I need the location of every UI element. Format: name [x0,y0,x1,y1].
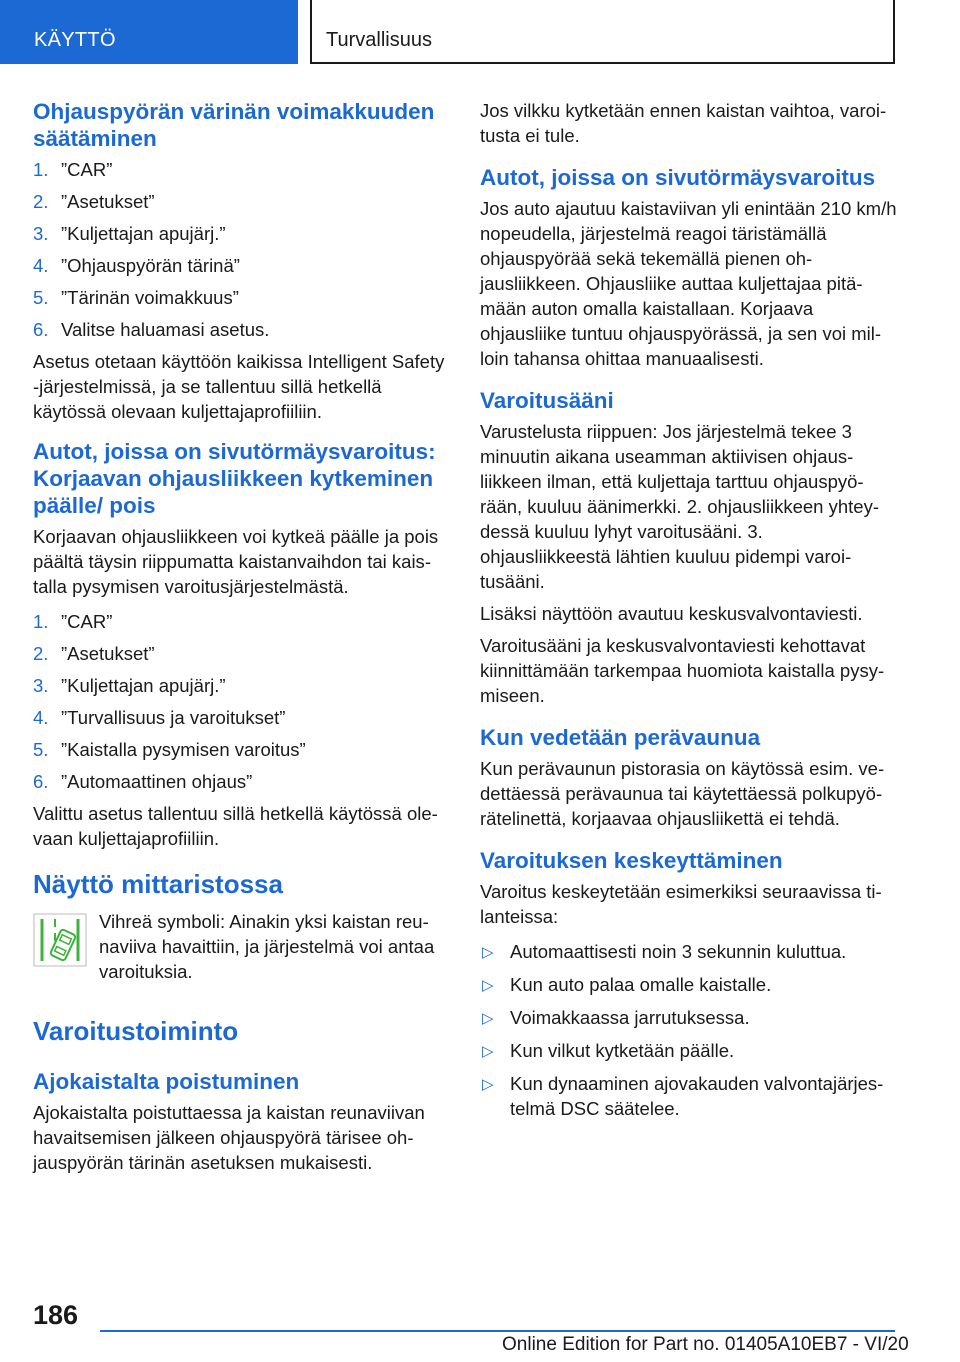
triangle-right-icon: ▷ [482,944,494,961]
bullet-item [480,1038,898,1063]
paragraph-corrective-steering: Korjaavan ohjausliikkeen voi kytkeä päälle ja pois päältä täysin riippumatta kaistanvaihdon tai kaistalla pysymisen varoitusjärjestelmästä. [33,526,439,597]
bullet-text: Automaattisesti noin 3 sekunnin kuluttua. [510,941,847,962]
step-item [33,673,448,698]
step-text: Valitse haluamasi asetus. [61,319,270,340]
heading-vibration-intensity: Ohjauspyörän värinän voimakkuuden säätäminen [33,99,435,151]
step-number: 1. [33,611,49,632]
bullet-text: Voimakkaassa jarrutuksessa. [510,1007,750,1028]
bullet-text: Kun dynaaminen ajovakauden valvontajärjestelmä DSC säätelee. [510,1073,884,1119]
paragraph-interrupt-warning: Varoitus keskeytetään esimerkiksi seuraavissa tilanteissa: [480,881,882,927]
heading-lane-departure: Ajokaistalta poistuminen [33,1069,300,1094]
symbol-description: Vihreä symboli: Ainakin yksi kaistan reunaviiva havaittiin, ja järjestelmä voi antaa varoituksia. [99,911,435,982]
page-number: 186 [33,1300,79,1330]
step-item [33,737,448,762]
step-number: 2. [33,643,49,664]
bullet-item [480,1005,898,1030]
triangle-right-icon: ▷ [482,1076,494,1093]
paragraph-side-collision: Jos auto ajautuu kaistaviivan yli enintään 210 km/h nopeudella, järjestelmä reagoi täristämällä ohjauspyörää sekä tekemällä pienen ohjausliikkeen. Ohjausliike auttaa kuljettajaa pitämään auton omalla kaistallaan. Korjaava ohjausliike tuntuu ohjauspyörässä, ja sen voi milloin tahansa ohittaa manuaalisesti. [480,198,897,369]
paragraph-cc-message: Lisäksi näyttöön avautuu keskusvalvontaviesti. [480,603,863,624]
step-text: ”CAR” [61,611,113,632]
interrupt-bullets [480,939,898,1121]
paragraph-setting-2: Valittu asetus tallentuu sillä hetkellä käytössä olevaan kuljettajaprofiiliin. [33,803,438,849]
step-item [33,285,448,310]
bullet-item [480,972,898,997]
step-number: 3. [33,223,49,244]
bullet-text: Kun vilkut kytketään päälle. [510,1040,735,1061]
step-number: 5. [33,287,49,308]
lane-departure-green-icon [33,913,87,967]
triangle-right-icon: ▷ [482,1043,494,1060]
step-item [33,609,448,634]
chapter-tab: KÄYTTÖ [0,0,298,64]
step-item [33,705,448,730]
step-text: ”Kuljettajan apujärj.” [61,675,226,696]
step-number: 6. [33,319,49,340]
symbol-row [33,909,448,984]
step-text: ”Kaistalla pysymisen varoitus” [61,739,306,760]
step-text: ”Asetukset” [61,191,155,212]
steps-list-2 [33,609,448,794]
footer-edition: Online Edition for Part no. 01405A10EB7 - VI/20 [502,1334,909,1355]
paragraph-warning-tone: Varustelusta riippuen: Jos järjestelmä tekee 3 minuutin aikana useamman aktiivisen ohjausliikkeen ilman, että kuljettaja tarttuu ohjauspyörään, kuuluu äänimerkki. 2. ohjausliikkeen yhteydessä kuuluu lyhyt varoitusääni. 3. ohjausliikkeestä lähtien kuuluu pidempi varoitusääni. [480,421,879,592]
step-item [33,317,448,342]
step-text: ”Automaattinen ohjaus” [61,771,253,792]
section-title: Turvallisuus [310,0,895,64]
step-number: 5. [33,739,49,760]
step-number: 4. [33,255,49,276]
heading-corrective-steering: Autot, joissa on sivutörmäysvaroitus: Korjaavan ohjausliikkeen kytkeminen päälle/ pois [33,439,436,518]
left-column [33,98,448,1182]
heading-instrument-display: Näyttö mittaristossa [33,869,283,899]
step-item [33,253,448,278]
step-text: ”Ohjauspyörän tärinä” [61,255,240,276]
step-text: ”CAR” [61,159,113,180]
step-item [33,221,448,246]
step-number: 4. [33,707,49,728]
step-item [33,769,448,794]
heading-interrupt-warning: Varoituksen keskeyttäminen [480,848,783,873]
heading-warning-function: Varoitustoiminto [33,1016,239,1046]
heading-warning-tone: Varoitusääni [480,388,614,413]
paragraph-lane-departure: Ajokaistalta poistuttaessa ja kaistan reunaviivan havaitsemisen jälkeen ohjauspyörä tärisee ohjauspyörän tärinän asetuksen mukaisesti. [33,1102,425,1173]
triangle-right-icon: ▷ [482,1010,494,1027]
step-number: 3. [33,675,49,696]
step-number: 2. [33,191,49,212]
step-number: 6. [33,771,49,792]
bullet-item [480,1071,898,1121]
step-text: ”Kuljettajan apujärj.” [61,223,226,244]
footer-divider [100,1330,895,1332]
bullet-text: Kun auto palaa omalle kaistalle. [510,974,772,995]
steps-list-1 [33,157,448,342]
step-item [33,641,448,666]
triangle-right-icon: ▷ [482,977,494,994]
step-text: ”Turvallisuus ja varoitukset” [61,707,286,728]
heading-side-collision: Autot, joissa on sivutörmäysvaroitus [480,165,876,190]
paragraph-indicator: Jos vilkku kytketään ennen kaistan vaihtoa, varoitusta ei tule. [480,100,887,146]
step-text: ”Tärinän voimakkuus” [61,287,239,308]
paragraph-trailer: Kun perävaunun pistorasia on käytössä esim. vedettäessä perävaunua tai käytettäessä polkupyörätelinettä, korjaavaa ohjausliikettä ei tehdä. [480,758,885,829]
step-item [33,157,448,182]
paragraph-setting-1: Asetus otetaan käyttöön kaikissa Intelligent Safety -järjestelmissä, ja se tallentuu sillä hetkellä käytössä olevaan kuljettajaprofiiliin. [33,351,445,422]
heading-trailer: Kun vedetään perävaunua [480,725,761,750]
step-item [33,189,448,214]
paragraph-tone-and-message: Varoitusääni ja keskusvalvontaviesti kehottavat kiinnittämään tarkempaa huomiota kaistalla pysymiseen. [480,635,885,706]
bullet-item [480,939,898,964]
step-number: 1. [33,159,49,180]
right-column [480,98,898,1129]
step-text: ”Asetukset” [61,643,155,664]
